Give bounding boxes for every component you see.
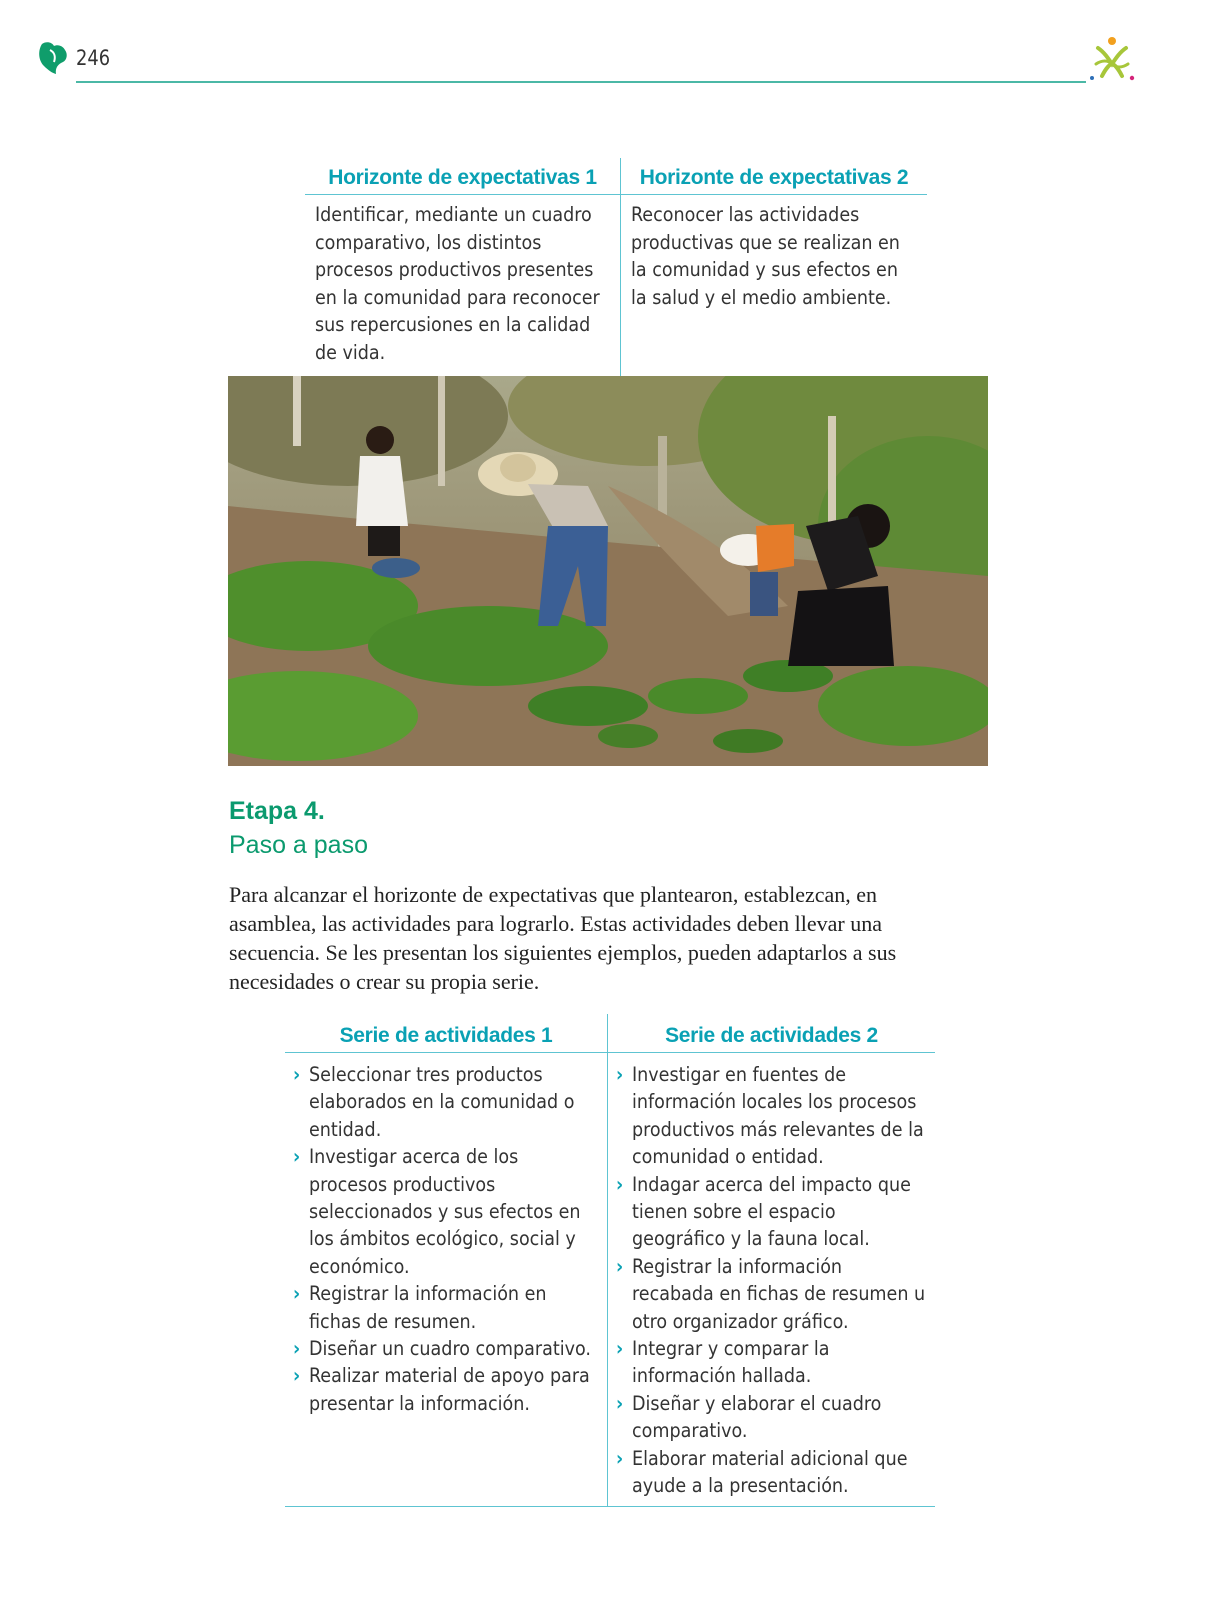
list-item: › Indagar acerca del impacto que tienen sobre el espacio geográfico y la fauna local. xyxy=(616,1171,927,1253)
list-item: › Seleccionar tres productos elaborados en la comunidad o entidad. xyxy=(293,1061,599,1143)
header-rule xyxy=(76,81,1086,83)
stage-title: Etapa 4. xyxy=(229,797,325,825)
community-logo-icon xyxy=(1086,34,1138,86)
activities-series-table xyxy=(285,1014,935,1507)
list-item: › Diseñar un cuadro comparativo. xyxy=(293,1335,599,1362)
expectation-heading-1: Horizonte de expectativas 1 xyxy=(305,158,621,195)
stage-subtitle: Paso a paso xyxy=(229,831,368,859)
list-item: › Diseñar y elaborar el cuadro comparativo. xyxy=(616,1390,927,1445)
stage-intro-paragraph: Para alcanzar el horizonte de expectativas que plantearon, establezcan, en asamblea, las actividades para lograrlo. Estas actividades deben llevar una secuencia. Se les presentan los siguientes ejemplos, pueden adaptarlos a sus necesidades o crear su propia serie. xyxy=(229,882,897,994)
list-item: › Investigar en fuentes de información locales los procesos productivos más relevantes de la comunidad o entidad. xyxy=(616,1061,927,1171)
expectation-text-1: Identificar, mediante un cuadro comparativo, los distintos procesos productivos presentes en la comunidad para reconocer sus repercusiones en la calidad de vida. xyxy=(305,195,621,385)
series-heading-2: Serie de actividades 2 xyxy=(608,1014,936,1053)
list-item: › Integrar y comparar la información hallada. xyxy=(616,1335,927,1390)
list-item: › Registrar la información recabada en fichas de resumen u otro organizador gráfico. xyxy=(616,1253,927,1335)
list-item: › Elaborar material adicional que ayude a la presentación. xyxy=(616,1445,927,1500)
farmers-field-photo xyxy=(228,376,988,766)
expectation-text-2: Reconocer las actividades productivas que se realizan en la comunidad y sus efectos en la salud y el medio ambiente. xyxy=(621,195,928,385)
page-number: 246 xyxy=(76,46,111,70)
list-item: › Realizar material de apoyo para presentar la información. xyxy=(293,1362,599,1417)
series-2-list xyxy=(616,1061,927,1500)
series-column-2 xyxy=(608,1053,936,1507)
series-1-list xyxy=(293,1061,599,1417)
list-item: › Investigar acerca de los procesos productivos seleccionados y sus efectos en los ámbitos ecológico, social y económico. xyxy=(293,1143,599,1280)
campus-logo-icon xyxy=(36,40,70,76)
expectation-heading-2: Horizonte de expectativas 2 xyxy=(621,158,928,195)
expectations-table xyxy=(305,158,927,385)
series-column-1 xyxy=(285,1053,608,1507)
series-heading-1: Serie de actividades 1 xyxy=(285,1014,608,1053)
list-item: › Registrar la información en fichas de resumen. xyxy=(293,1280,599,1335)
